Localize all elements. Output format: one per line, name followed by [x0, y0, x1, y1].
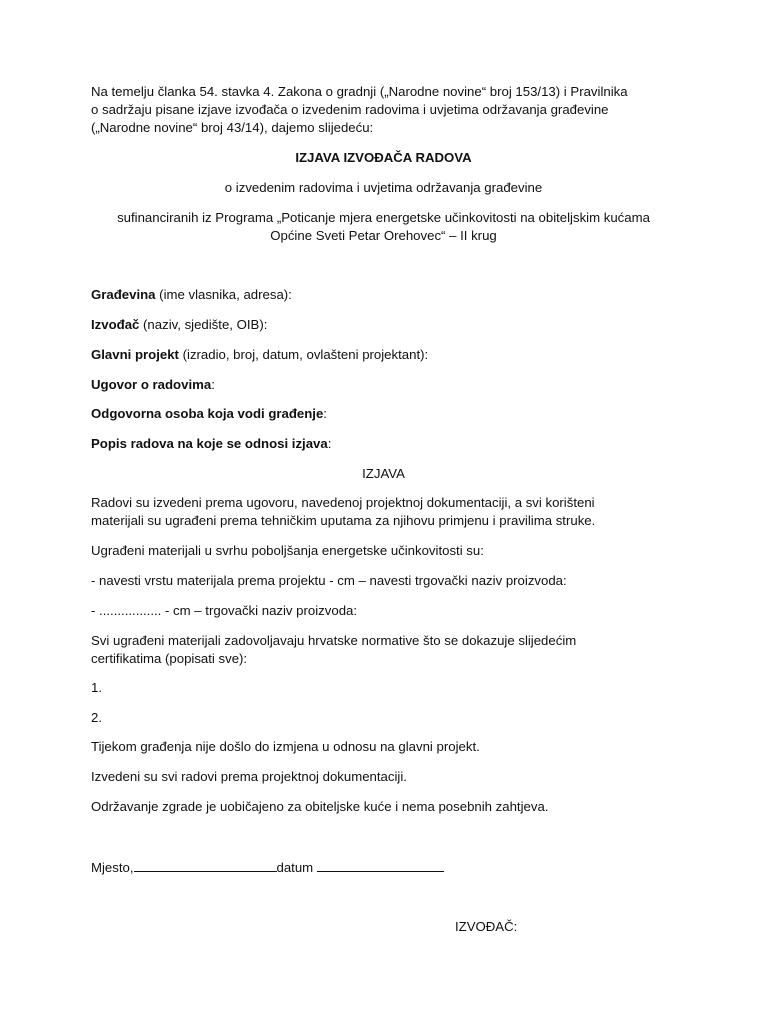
- place-blank: [134, 859, 277, 872]
- field-hint: :: [211, 377, 215, 392]
- materials-intro: Ugrađeni materijali u svrhu poboljšanja energetske učinkovitosti su:: [91, 543, 484, 558]
- field-hint: (naziv, sjedište, OIB):: [139, 317, 268, 332]
- closing-line-2: Izvedeni su svi radovi prema projektnoj dokumentaciji.: [91, 769, 407, 784]
- field-label: Građevina: [91, 287, 156, 302]
- program-line-2: Općine Sveti Petar Orehovec“ – II krug: [270, 228, 497, 243]
- document-title: IZJAVA IZVOĐAČA RADOVA: [295, 150, 472, 165]
- intro-paragraph: [91, 83, 676, 137]
- field-label: Odgovorna osoba koja vodi građenje: [91, 406, 324, 421]
- document-subtitle: o izvedenim radovima i uvjetima održavanja građevine: [224, 180, 543, 195]
- field-gradevina: [91, 286, 676, 304]
- closing-line-1: Tijekom građenja nije došlo do izmjena u odnosu na glavni projekt.: [91, 739, 480, 754]
- material-item: - ................. - cm – trgovački naziv proizvoda:: [91, 603, 358, 618]
- field-hint: (izradio, broj, datum, ovlašteni projektant):: [178, 347, 429, 362]
- certificate-item-2: 2.: [91, 710, 102, 725]
- intro-line-2: o sadržaju pisane izjave izvođača o izvedenim radovima i uvjetima održavanja građevine: [91, 102, 609, 117]
- statement-line-1: Radovi su izvedeni prema ugovoru, navedenoj projektnoj dokumentaciji, a svi korišteni: [91, 495, 595, 510]
- statement-line-2: materijali su ugrađeni prema tehničkim uputama za njihovu primjenu i pravilima struke.: [91, 513, 596, 528]
- date-blank: [317, 859, 444, 872]
- closing-line-3: Održavanje zgrade je uobičajeno za obiteljske kuće i nema posebnih zahtjeva.: [91, 799, 549, 814]
- field-label: Izvođač: [91, 317, 140, 332]
- field-hint: :: [323, 406, 327, 421]
- certificate-item-1: 1.: [91, 680, 102, 695]
- signature-line: [91, 859, 676, 877]
- statement-paragraph: [91, 494, 676, 530]
- field-hint: (ime vlasnika, adresa):: [155, 287, 292, 302]
- field-izvodac: [91, 316, 676, 334]
- contractor-label: IZVOĐAČ:: [455, 919, 518, 934]
- material-item: - navesti vrstu materijala prema projektu - cm – navesti trgovački naziv proizvoda:: [91, 573, 567, 588]
- field-hint: :: [327, 436, 332, 451]
- field-glavni-projekt: [91, 346, 676, 364]
- intro-line-1: Na temelju članka 54. stavka 4. Zakona o gradnji („Narodne novine“ broj 153/13) i Pravilnika: [91, 84, 628, 99]
- field-ugovor: [91, 376, 676, 394]
- place-label: Mjesto,: [91, 860, 134, 875]
- date-label: datum: [276, 860, 314, 875]
- program-line-1: sufinanciranih iz Programa „Poticanje mjera energetske učinkovitosti na obiteljskim kućama: [117, 210, 650, 225]
- certificates-line-1: Svi ugrađeni materijali zadovoljavaju hrvatske normative što se dokazuje slijedećim: [91, 633, 577, 648]
- intro-line-3: („Narodne novine“ broj 43/14), dajemo slijedeću:: [91, 120, 374, 135]
- field-label: Ugovor o radovima: [91, 377, 212, 392]
- field-popis-radova: [91, 435, 676, 453]
- certificates-line-2: certifikatima (popisati sve):: [91, 651, 248, 666]
- declaration-heading: IZJAVA: [362, 466, 405, 481]
- field-odgovorna-osoba: [91, 405, 676, 423]
- program-paragraph: [91, 209, 676, 245]
- certificates-paragraph: [91, 632, 676, 668]
- field-label: Popis radova na koje se odnosi izjava: [91, 436, 328, 451]
- field-label: Glavni projekt: [91, 347, 179, 362]
